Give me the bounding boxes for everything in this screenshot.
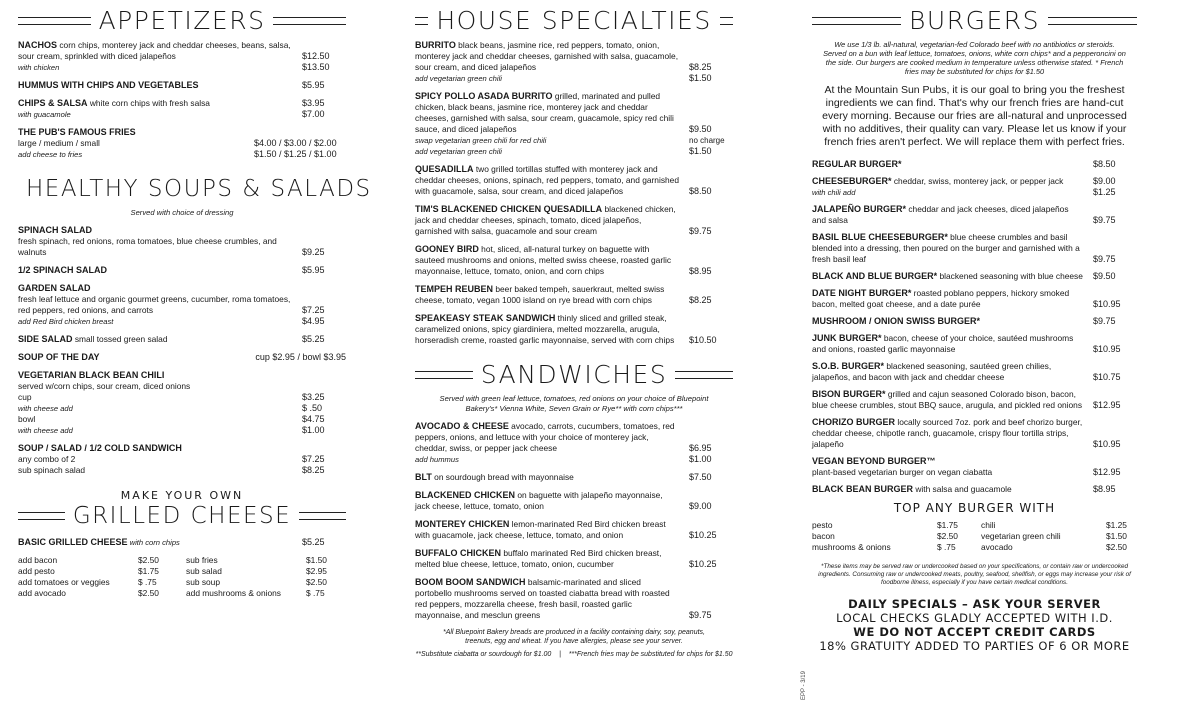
menu-item xyxy=(415,313,733,346)
item-desc: with corn chips xyxy=(127,538,180,547)
addon-price: $13.50 xyxy=(302,62,330,72)
item-desc: small tossed green salad xyxy=(72,334,168,344)
menu-item xyxy=(415,244,733,277)
item-price: $7.25 xyxy=(302,454,325,464)
item-addon: add Red Bird chicken breast xyxy=(18,317,114,326)
menu-item xyxy=(812,316,1137,327)
item-price: $10.95 xyxy=(1093,299,1121,309)
item-price: $9.75 xyxy=(1093,215,1116,225)
item-desc: blue cheese crumbles and basil blended into a dressing, then poured on the burger and garnished with a fresh basil leaf xyxy=(812,232,1080,264)
menu-item xyxy=(812,159,1137,170)
toppings-title: TOP ANY BURGER WITH xyxy=(893,501,1056,515)
cup-label: cup xyxy=(18,392,32,402)
addon-price: $ .75 xyxy=(306,588,325,598)
menu-item xyxy=(415,91,733,157)
item-price: $5.95 xyxy=(302,80,325,90)
addon-label: add bacon xyxy=(18,555,58,565)
print-code: EPP - 3/19 xyxy=(800,671,807,700)
item-name: AVOCADO & CHEESE xyxy=(415,421,509,431)
menu-item xyxy=(18,40,346,73)
bakery-note: *All Bluepoint Bakery breads are produced in a facility containing dairy, soy, peanuts, treenuts, egg and wheat. If you have allergies, please see your server. xyxy=(442,629,705,645)
topping-label: vegetarian green chili xyxy=(981,531,1061,541)
topping-label: bacon xyxy=(812,531,835,541)
item-addon: with cheese add xyxy=(18,426,73,435)
topping-label: mushrooms & onions xyxy=(812,542,891,552)
item-name: JUNK BURGER* xyxy=(812,333,882,343)
item-price: $9.75 xyxy=(689,226,712,236)
item-price: $7.25 xyxy=(302,305,325,315)
burgers-header xyxy=(812,6,1137,36)
item-price: $8.25 xyxy=(689,62,712,72)
menu-item xyxy=(18,225,346,258)
item-price: $9.75 xyxy=(1093,254,1116,264)
item-name: BLACK AND BLUE BURGER* xyxy=(812,271,938,281)
item-name: S.O.B. BURGER* xyxy=(812,361,885,371)
item-price: $10.95 xyxy=(1093,344,1121,354)
item-price: $9.50 xyxy=(1093,271,1116,281)
divider xyxy=(812,17,901,25)
item-price: $10.95 xyxy=(1093,439,1121,449)
burger-intro-small: We use 1/3 lb. all-natural, vegetarian-fed Colorado beef with no antibiotics or steroids. Served on a bun with leaf lettuce, tomatoes, onions, white corn chips* and a pepperoncini on the side. Our burgers are cooked medium in temperature unless otherwise stated. * French fries may be substituted for chips for $1.50 xyxy=(823,40,1126,76)
addon-price: $1.25 xyxy=(1093,187,1116,197)
addon-price: $2.50 xyxy=(306,577,327,587)
item-price: $9.75 xyxy=(1093,316,1116,326)
addon-price: $ .75 xyxy=(138,577,157,587)
item-desc: grilled and cajun seasoned Colorado bison, bacon, blue cheese crumbles, stout BBQ sauce, arugula, and pickled red onions xyxy=(812,389,1083,410)
item-price: $12.50 xyxy=(302,51,330,61)
item-name: DATE NIGHT BURGER* xyxy=(812,288,912,298)
menu-item xyxy=(18,537,346,548)
item-price: $3.95 xyxy=(302,98,325,108)
cup-label: cup xyxy=(255,352,270,362)
item-name: TEMPEH REUBEN xyxy=(415,284,494,294)
item-price: $9.75 xyxy=(689,610,712,620)
raw-food-warning: *These items may be served raw or undercooked based on your specifications, or contain raw or undercooked ingredients. Consuming raw or undercooked meats, poultry, seafood, shellfish, or eggs may increase your risk of foodborne illness, especially if you have certain medical conditions. xyxy=(818,563,1131,586)
column-left xyxy=(18,0,372,599)
item-desc: bacon, cheese of your choice, sautéed mushrooms and onions, roasted garlic mayonnaise xyxy=(812,333,1074,354)
addon-price: $8.25 xyxy=(302,465,325,475)
item-name: SIDE SALAD xyxy=(18,334,73,344)
cup-price: $3.25 xyxy=(302,392,325,402)
menu-item xyxy=(18,127,346,160)
addon-price: $1.75 xyxy=(138,566,159,576)
house-header xyxy=(415,6,733,36)
addon-price: $2.50 xyxy=(138,588,159,598)
item-addon: add vegetarian green chili xyxy=(415,147,502,156)
item-price: $12.95 xyxy=(1093,400,1121,410)
menu-item xyxy=(812,232,1137,265)
addon-price: $1.50 / $1.25 / $1.00 xyxy=(254,149,337,159)
section-subtitle: Served with green leaf lettuce, tomatoes, red onions on your choice of Bluepoint Bakery's* Vienna White, Seven Grain or Rye** with corn chips*** xyxy=(439,394,709,413)
grilled-header xyxy=(18,501,346,531)
item-desc: served w/corn chips, sour cream, diced onions xyxy=(18,381,191,391)
item-desc: plant-based vegetarian burger on vegan ciabatta xyxy=(812,467,993,477)
item-addon: add vegetarian green chili xyxy=(415,74,502,83)
item-desc: fresh leaf lettuce and organic gourmet greens, cucumber, roma tomatoes, red peppers, red onions, and carrots xyxy=(18,294,291,315)
menu-item xyxy=(812,417,1137,450)
menu-item xyxy=(18,98,346,120)
bowl-label: / bowl xyxy=(297,352,321,362)
menu-item xyxy=(812,456,1137,478)
item-desc: lemon-marinated Red Bird chicken breast with guacamole, jack cheese, lettuce, tomato, and onion xyxy=(415,519,666,540)
item-price: $9.00 xyxy=(689,501,712,511)
menu-item xyxy=(415,164,733,197)
item-desc: cheddar, swiss, monterey jack, or pepper jack xyxy=(891,176,1064,186)
item-desc: any combo of 2 xyxy=(18,454,76,464)
topping-price: $1.75 xyxy=(937,520,958,530)
topping-price: $1.50 xyxy=(1106,531,1127,541)
addon-label: add pesto xyxy=(18,566,55,576)
item-name: BOOM BOOM SANDWICH xyxy=(415,577,526,587)
item-price: $9.00 xyxy=(1093,176,1116,186)
menu-item xyxy=(18,370,346,436)
menu-item xyxy=(415,40,733,84)
menu-item xyxy=(18,283,346,327)
item-name: SPICY POLLO ASADA BURRITO xyxy=(415,91,553,101)
menu-item xyxy=(812,361,1137,383)
column-right xyxy=(812,0,1137,653)
item-price: $8.50 xyxy=(689,186,712,196)
item-desc: balsamic-marinated and sliced portobello mushrooms served on toasted ciabatta bread with roasted red peppers, mozzarella cheese, fresh basil, roasted garlic mayonnaise, and mesclun greens xyxy=(415,577,670,620)
topping-label: pesto xyxy=(812,520,833,530)
menu-item xyxy=(415,548,733,570)
gratuity-notice: 18% GRATUITY ADDED TO PARTIES OF 6 OR MORE xyxy=(819,639,1130,653)
footer-notices xyxy=(812,597,1137,653)
addons-grid xyxy=(18,555,346,599)
addon-label: sub soup xyxy=(186,577,220,587)
item-price: $8.25 xyxy=(689,295,712,305)
item-price: $9.25 xyxy=(302,247,325,257)
checks-notice: LOCAL CHECKS GLADLY ACCEPTED WITH I.D. xyxy=(836,611,1113,625)
toppings-grid xyxy=(812,520,1137,553)
item-name: VEGETARIAN BLACK BEAN CHILI xyxy=(18,370,165,380)
item-desc: thinly sliced and grilled steak, caramelized onions, spicy giardiniera, melted mozzarella, arugula, horseradish creme, roasted garlic mayonnaise, served with corn chips xyxy=(415,313,675,345)
addon-label: add avocado xyxy=(18,588,66,598)
soups-header xyxy=(18,174,372,204)
section-title: BURGERS xyxy=(909,6,1040,35)
item-price: $7.50 xyxy=(689,472,712,482)
menu-item xyxy=(812,176,1137,198)
substitution-note: **Substitute ciabatta or sourdough for $1.00 | ***French fries may be substituted for chips for $1.50 xyxy=(415,651,733,658)
item-desc: corn chips, monterey jack and cheddar cheeses, beans, salsa, sour cream, sprinkled with diced jalapeños xyxy=(18,40,291,61)
item-name: MONTEREY CHICKEN xyxy=(415,519,510,529)
cup-price: $2.95 xyxy=(272,352,295,362)
item-desc: blackened seasoning, sautéed green chilies, jalapeños, and bacon with jack and cheddar cheese xyxy=(812,361,1052,382)
item-desc: blackened seasoning with blue cheese xyxy=(937,271,1083,281)
divider xyxy=(720,17,733,25)
menu-item xyxy=(812,204,1137,226)
item-price: $5.25 xyxy=(302,334,325,344)
menu-item xyxy=(812,484,1137,495)
addon-price: $1.00 xyxy=(689,454,712,464)
divider xyxy=(18,17,91,25)
item-name: CHORIZO BURGER xyxy=(812,417,895,427)
item-name: SOUP OF THE DAY xyxy=(18,352,100,362)
menu-item xyxy=(18,334,346,345)
section-subtitle: Served with choice of dressing xyxy=(130,208,234,217)
addon-label: sub fries xyxy=(186,555,218,565)
item-name: HUMMUS WITH CHIPS AND VEGETABLES xyxy=(18,80,199,90)
item-price: $10.25 xyxy=(689,530,717,540)
section-title: SANDWICHES xyxy=(480,360,668,389)
topping-price: $1.25 xyxy=(1106,520,1127,530)
item-price: $5.95 xyxy=(302,265,325,275)
item-desc: roasted poblano peppers, hickory smoked bacon, melted goat cheese, and a date purée xyxy=(812,288,1070,309)
bowl-price: $4.75 xyxy=(302,414,325,424)
addon-price: $7.00 xyxy=(302,109,325,119)
item-name: REGULAR BURGER* xyxy=(812,159,902,169)
item-name: CHIPS & SALSA xyxy=(18,98,88,108)
item-desc: large / medium / small xyxy=(18,138,100,148)
menu-item xyxy=(812,288,1137,310)
menu-item xyxy=(415,284,733,306)
section-title: APPETIZERS xyxy=(98,6,266,35)
item-name: GOONEY BIRD xyxy=(415,244,479,254)
item-price: $8.95 xyxy=(689,266,712,276)
sandwiches-header xyxy=(415,360,733,390)
item-desc: hot, sliced, all-natural turkey on baguette with sauteed mushrooms and onions, melted swiss cheese, roasted garlic mayonnaise, lettuce, tomato, onion, and corn chips xyxy=(415,244,672,276)
divider xyxy=(299,512,346,520)
item-price: $9.50 xyxy=(689,124,712,134)
item-price: $6.95 xyxy=(689,443,712,453)
topping-price: $2.50 xyxy=(937,531,958,541)
item-price: $5.25 xyxy=(302,537,325,547)
appetizers-header xyxy=(18,6,346,36)
menu-item xyxy=(812,271,1137,282)
item-desc: beer baked tempeh, sauerkraut, melted swiss cheese, tomato, vegan 1000 island on rye bread with corn chips xyxy=(415,284,665,305)
item-desc: locally sourced 7oz. pork and beef chorizo burger, cheddar cheese, chipotle ranch, guacamole, crispy flour tortilla strips, jalapeño xyxy=(812,417,1083,449)
addon-price: $1.00 xyxy=(302,425,325,435)
menu-item xyxy=(812,389,1137,411)
section-title: GRILLED CHEESE xyxy=(72,503,292,529)
item-desc: blackened chicken, jack and cheddar cheeses, spinach, tomato, diced jalapeños, garnished with salsa, guacamole and sour cream xyxy=(415,204,676,236)
item-name: BLACKENED CHICKEN xyxy=(415,490,516,500)
item-addon: sub spinach salad xyxy=(18,465,86,475)
item-name: BURRITO xyxy=(415,40,456,50)
item-name: SOUP / SALAD / 1/2 COLD SANDWICH xyxy=(18,443,182,453)
menu-item xyxy=(415,519,733,541)
item-price: $10.25 xyxy=(689,559,717,569)
topping-label: avocado xyxy=(981,542,1013,552)
item-price: $12.95 xyxy=(1093,467,1121,477)
column-middle xyxy=(415,0,733,659)
addon-price: $1.50 xyxy=(689,73,712,83)
section-title: HEALTHY SOUPS & SALADS xyxy=(26,176,372,202)
item-name: GARDEN SALAD xyxy=(18,283,91,293)
item-addon: add hummus xyxy=(415,455,459,464)
item-addon: with chicken xyxy=(18,63,60,72)
item-addon: with chili add xyxy=(812,188,856,197)
topping-label: chili xyxy=(981,520,996,530)
addon-price: $ .50 xyxy=(302,403,323,413)
item-name: THE PUB'S FAMOUS FRIES xyxy=(18,127,136,137)
menu-item xyxy=(18,80,346,91)
addon-label: sub salad xyxy=(186,566,222,576)
addon-price: $2.50 xyxy=(138,555,159,565)
addon-price: $1.50 xyxy=(306,555,327,565)
item-desc: buffalo marinated Red Bird chicken breast, melted blue cheese, lettuce, tomato, onion, cucumber xyxy=(415,548,662,569)
item-name: BASIL BLUE CHEESEBURGER* xyxy=(812,232,948,242)
item-desc: two grilled tortillas stuffed with monterey jack and cheddar cheeses, onions, spinach, red peppers, tomato, and garnished with guacamole, salsa, sour cream, and diced jalapeños xyxy=(415,164,679,196)
addon-price: $1.50 xyxy=(689,146,712,156)
item-name: BUFFALO CHICKEN xyxy=(415,548,501,558)
item-desc: fresh spinach, red onions, roma tomatoes, blue cheese crumbles, and walnuts xyxy=(18,236,277,257)
item-name: BASIC GRILLED CHEESE xyxy=(18,537,128,547)
item-price: $10.50 xyxy=(689,335,717,345)
menu-item xyxy=(415,472,733,483)
item-name: TIM'S BLACKENED CHICKEN QUESADILLA xyxy=(415,204,603,214)
item-desc: cheddar and jack cheeses, diced jalapeños and salsa xyxy=(812,204,1069,225)
menu-item xyxy=(18,443,346,476)
divider xyxy=(18,512,65,520)
item-price: $10.75 xyxy=(1093,372,1121,382)
item-name: NACHOS xyxy=(18,40,58,50)
item-name: VEGAN BEYOND BURGER™ xyxy=(812,456,936,466)
item-name: SPEAKEASY STEAK SANDWICH xyxy=(415,313,556,323)
item-name: BISON BURGER* xyxy=(812,389,886,399)
item-name: BLACK BEAN BURGER xyxy=(812,484,913,494)
addon-label: add mushrooms & onions xyxy=(186,588,281,598)
burger-intro: At the Mountain Sun Pubs, it is our goal to bring you the freshest ingredients we can find. That's why our french fries are hand-cut every morning. Because our fries are all-natural and unprocessed with no additives, their quality can vary. Please let us know if your french fries aren't perfect. We will replace them with perfect fries. xyxy=(822,84,1127,148)
addon-price: $2.95 xyxy=(306,566,327,576)
divider xyxy=(1048,17,1137,25)
divider xyxy=(415,17,428,25)
menu-item xyxy=(812,333,1137,355)
item-name: 1/2 SPINACH SALAD xyxy=(18,265,108,275)
daily-specials: DAILY SPECIALS – ASK YOUR SERVER xyxy=(848,597,1101,611)
item-name: CHEESEBURGER* xyxy=(812,176,892,186)
item-desc: on baguette with jalapeño mayonnaise, jack cheese, lettuce, tomato, onion xyxy=(415,490,663,511)
item-name: JALAPEÑO BURGER* xyxy=(812,204,907,214)
grilled-pretitle: MAKE YOUR OWN xyxy=(120,489,244,502)
bowl-label: bowl xyxy=(18,414,36,424)
menu-item xyxy=(415,490,733,512)
item-price: $4.00 / $3.00 / $2.00 xyxy=(254,138,337,148)
item-desc: with salsa and guacamole xyxy=(913,484,1012,494)
item-price: $8.50 xyxy=(1093,159,1116,169)
menu-item xyxy=(415,577,733,621)
addon-price: no charge xyxy=(689,136,725,145)
credit-card-notice: WE DO NOT ACCEPT CREDIT CARDS xyxy=(853,625,1096,639)
item-name: MUSHROOM / ONION SWISS BURGER* xyxy=(812,316,981,326)
item-addon: add cheese to fries xyxy=(18,150,83,159)
item-desc: grilled, marinated and pulled chicken, black beans, jasmine rice, monterey jack and cheddar cheeses, garnished with salsa, sour cream, guacamole, spicy red chili sauce, and diced jalapeños xyxy=(415,91,674,134)
item-desc: on sourdough bread with mayonnaise xyxy=(431,472,574,482)
addon-price: $4.95 xyxy=(302,316,325,326)
divider xyxy=(415,371,473,379)
menu-item xyxy=(415,421,733,465)
topping-price: $ .75 xyxy=(937,542,956,552)
section-title: HOUSE SPECIALTIES xyxy=(436,6,712,35)
divider xyxy=(273,17,346,25)
item-addon: with cheese add xyxy=(18,404,73,413)
item-desc: white corn chips with fresh salsa xyxy=(87,98,210,108)
item-name: QUESADILLA xyxy=(415,164,474,174)
item-price: $8.95 xyxy=(1093,484,1116,494)
item-addon: swap vegetarian green chili for red chili xyxy=(415,136,547,145)
bowl-price: $3.95 xyxy=(323,352,346,362)
addon-label: add tomatoes or veggies xyxy=(18,577,110,587)
divider xyxy=(675,371,733,379)
item-desc: avocado, carrots, cucumbers, tomatoes, red peppers, onions, and lettuce with your choice of monterey jack, cheddar, swiss, or pepper jack cheese xyxy=(415,421,675,453)
menu-item xyxy=(18,352,346,363)
item-desc: black beans, jasmine rice, red peppers, tomato, onion, monterey jack and cheddar cheeses, garnished with salsa, guacamole, sour cream, and diced jalapeños xyxy=(415,40,679,72)
item-name: BLT xyxy=(415,472,432,482)
item-addon: with guacamole xyxy=(18,110,71,119)
topping-price: $2.50 xyxy=(1106,542,1127,552)
menu-item xyxy=(18,265,346,276)
item-name: SPINACH SALAD xyxy=(18,225,93,235)
menu-item xyxy=(415,204,733,237)
